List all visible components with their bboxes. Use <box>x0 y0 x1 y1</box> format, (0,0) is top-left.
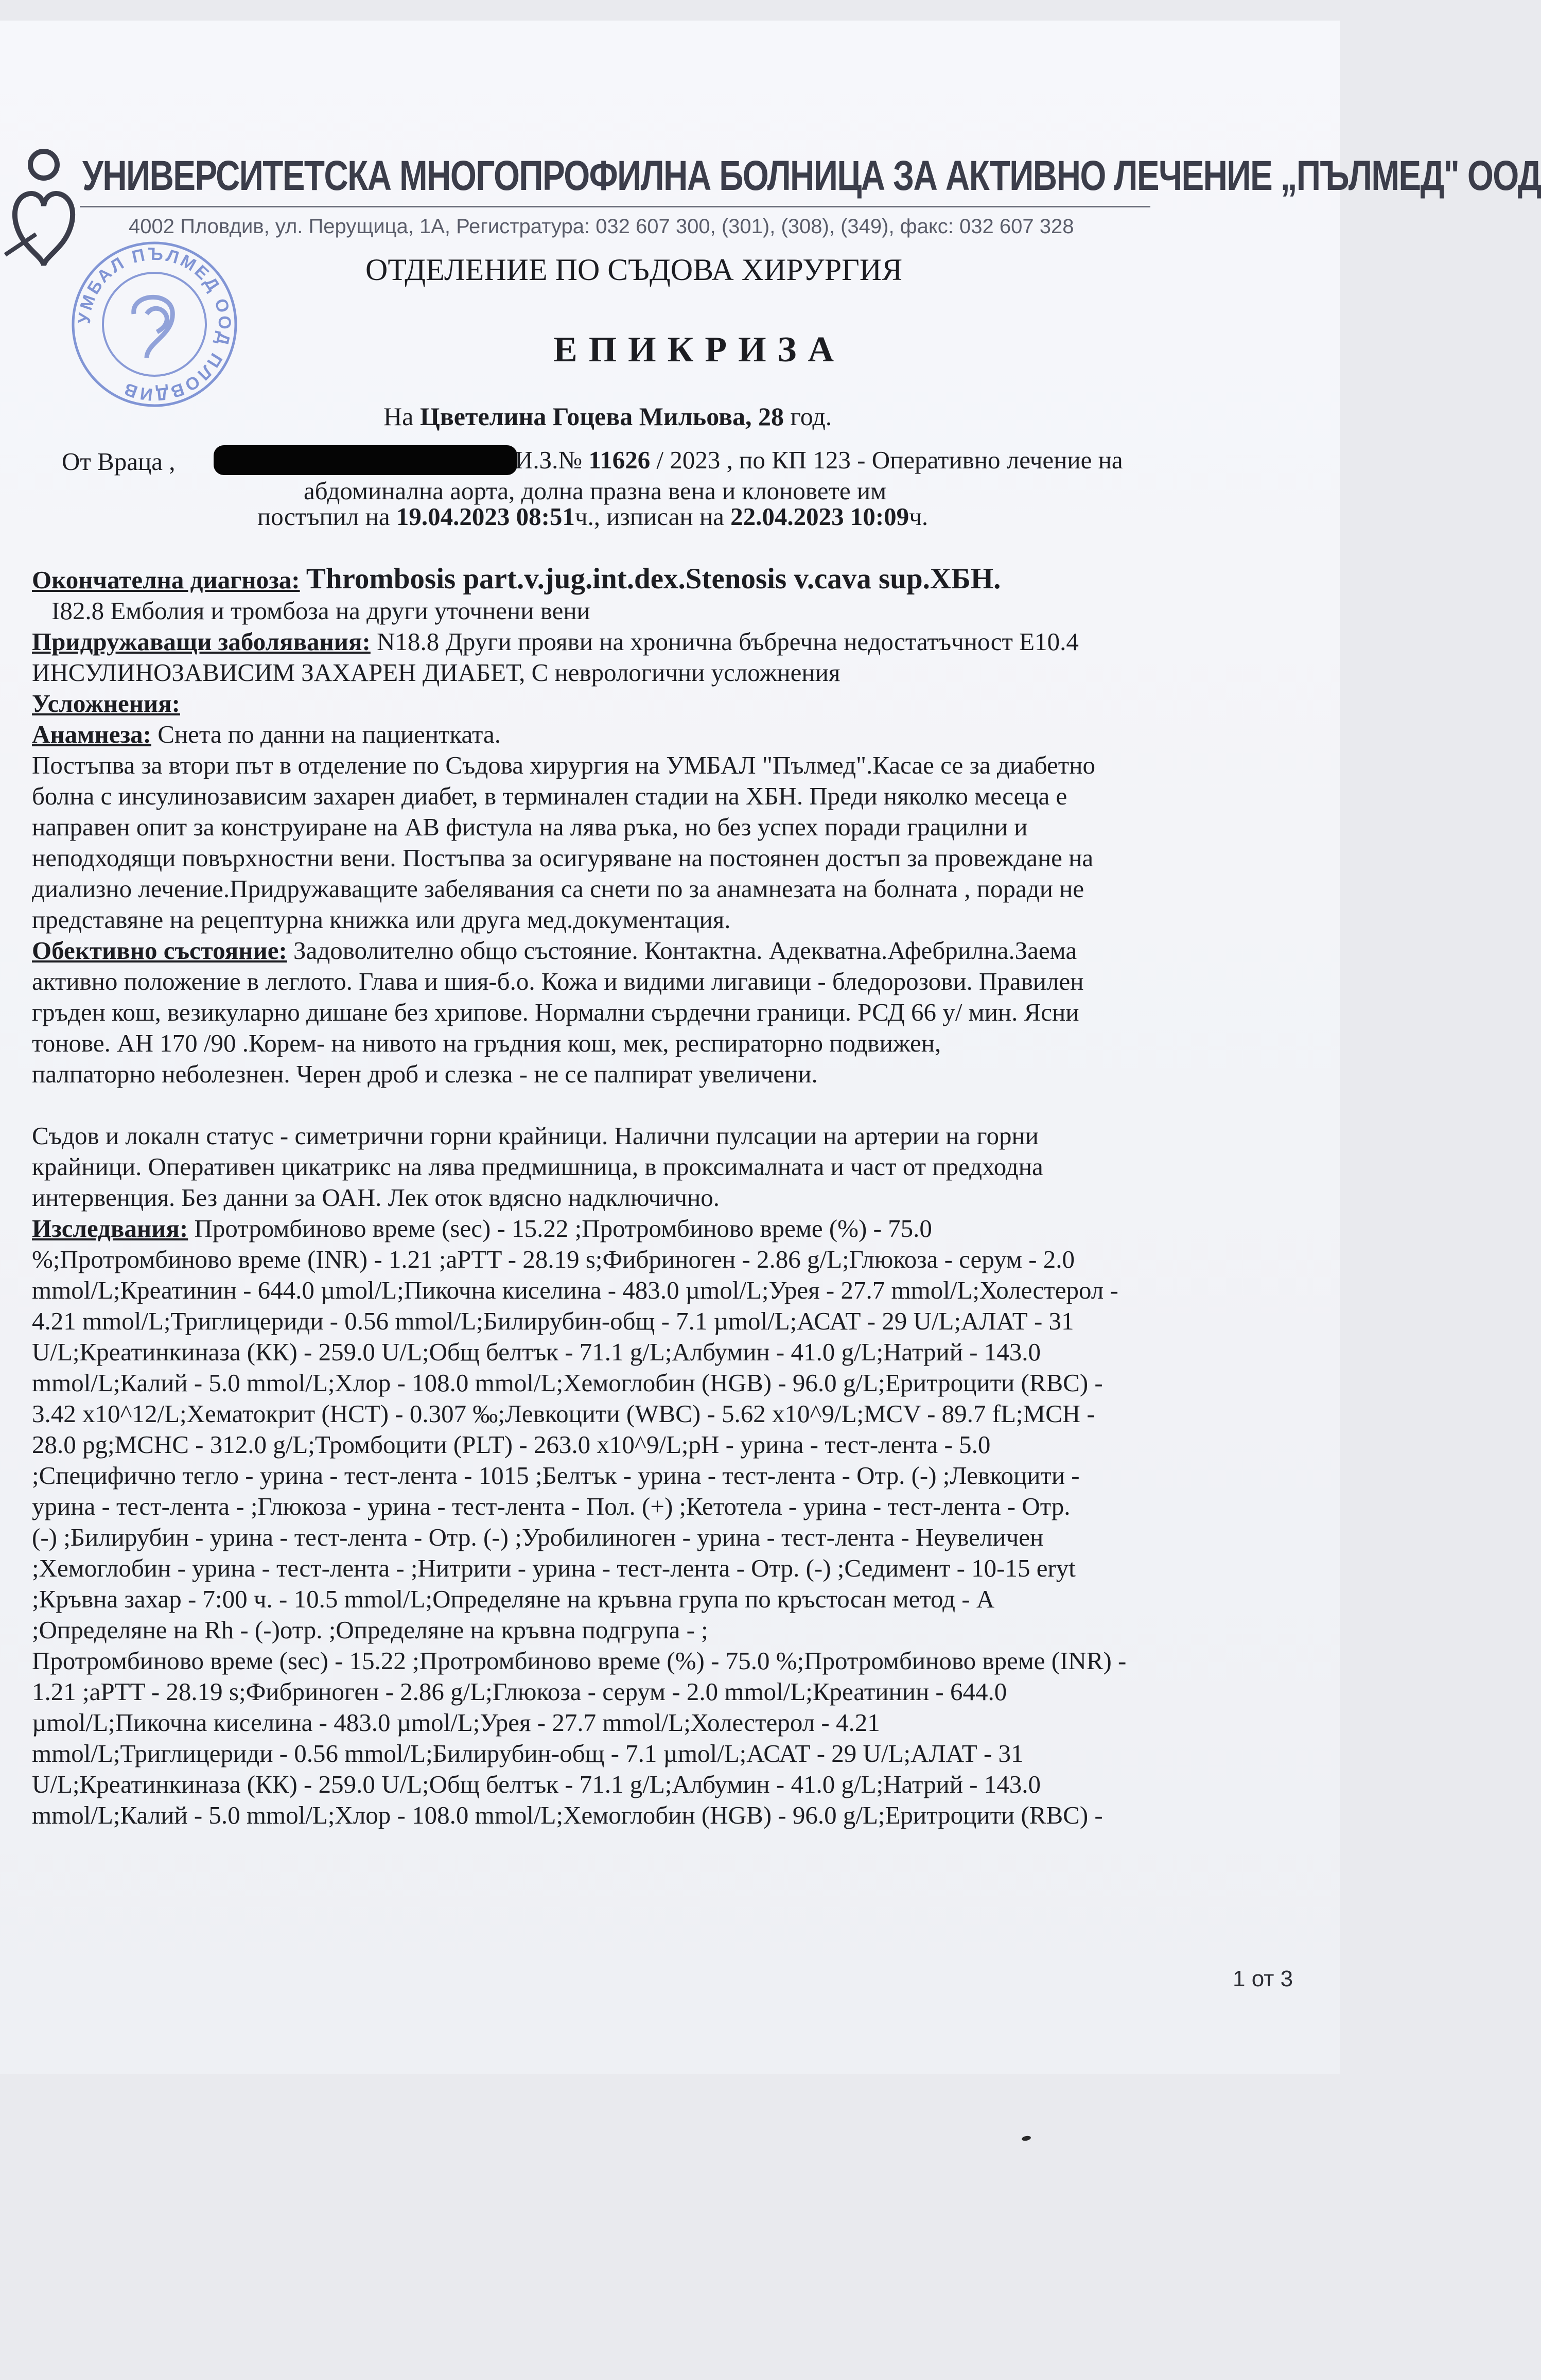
hospital-name: УНИВЕРСИТЕТСКА МНОГОПРОФИЛНА БОЛНИЦА ЗА АКТИВНО ЛЕЧЕНИЕ „ПЪЛМЕД" ООД <box>82 152 1541 199</box>
admission-date: 19.04.2023 08:51 <box>396 502 575 531</box>
investigations-label: Изследвания: <box>32 1214 188 1242</box>
history-number: 11626 <box>588 446 651 474</box>
anamnesis-text: Постъпва за втори път в отделение по Съдова хирургия на УМБАЛ "Пълмед".Касае се за диабетно болна с инсулинозависим захарен диабет, в терминален стадии на ХБН. Преди няколко месеца е направен опит за конструиране на АВ фистула на лява ръка, но без успех поради грацилни и неподходящи повърхностни вени. Постъпва за осигуряване на постоянен достъп за провеждане на диализно лечение.Придружаващите забелявания са снети по за анамнезата на болната , поради не представяне на рецептурна книжка или друга мед.документация. <box>32 751 1095 934</box>
document-page <box>0 21 1541 2074</box>
final-diagnosis-value: Thrombosis part.v.jug.int.dex.Stenosis v.cava sup.ХБН. <box>306 563 1001 595</box>
final-diagnosis-label: Окончателна диагноза: <box>32 566 300 594</box>
paper-speck <box>1021 2135 1031 2142</box>
stay-dates-line: постъпил на 19.04.2023 08:51ч., изписан на 22.04.2023 10:09ч. <box>257 502 929 531</box>
complications <box>32 688 1314 719</box>
discharge-date: 22.04.2023 10:09 <box>730 502 909 531</box>
patient-line: На Цветелина Гоцева Мильова, 28 год. <box>383 402 832 431</box>
complications-label: Усложнения: <box>32 689 180 717</box>
patient-name: Цветелина Гоцева Мильова, 28 <box>419 402 784 431</box>
header-divider <box>80 206 1150 207</box>
anamnesis: Анамнеза: Снета по данни на пациентката. <box>32 720 501 748</box>
redaction-bar <box>214 445 517 475</box>
document-title: ЕПИКРИЗА <box>553 330 846 370</box>
procedure-line: абдоминална аорта, долна празна вена и клоновете им <box>304 477 887 505</box>
anamnesis-label: Анамнеза: <box>32 720 151 748</box>
comorbidities-label: Придружаващи заболявания: <box>32 627 371 656</box>
objective-text: активно положение в леглото. Глава и шия-б.о. Кожа и видими лигавици - бледорозови. Правилен гръден кош, везикуларно дишане без хрипове. Нормални сърдечни граници. РСД 66 у/ мин. Ясни тонове. АН 170 /90 .Корем- на нивото на гръдния кош, мек, респираторно подвижен, палпаторно неболезнен. Черен дроб и слезка - не се палпират увеличени. <box>32 967 1084 1088</box>
comorbidities-value: N18.8 Други прояви на хронична бъбречна недостатъчност E10.4 <box>377 627 1079 656</box>
comorbidities <box>32 626 1314 657</box>
vascular-status: Съдов и локалн статус - симетрични горни крайници. Налични пулсации на артерии на горни крайници. Оперативен цикатрикс на лява предмишница, в проксималната и част от предходна интервенция. Без данни за ОАН. Лек оток вдясно надключично. <box>32 1122 1043 1212</box>
stamp-text: УМБАЛ ПЪЛМЕД ООД ПЛОВДИВ <box>74 244 235 405</box>
page-number: 1 от 3 <box>1233 1966 1293 1991</box>
department-name: ОТДЕЛЕНИЕ ПО СЪДОВА ХИРУРГИЯ <box>365 253 903 287</box>
hospital-address: 4002 Пловдив, ул. Перущица, 1А, Регистратура: 032 607 300, (301), (308), (349), факс: 032 607 328 <box>129 215 1074 238</box>
hospital-stamp <box>69 237 239 412</box>
doctor-label: От Враца , <box>62 447 176 476</box>
investigations-text: %;Протромбиново време (INR) - 1.21 ;aPTT - 28.19 s;Фибриноген - 2.86 g/L;Глюкоза - серум - 2.0 mmol/L;Креатинин - 644.0 µmol/L;Пикочна киселина - 483.0 µmol/L;Урея - 27.7 mmol/L;Холестерол - 4.21 mmol/L;Триглицериди - 0.56 mmol/L;Билирубин-общ - 7.1 µmol/L;АСАТ - 29 U/L;АЛАТ - 31 U/L;Креатинкиназа (КК) - 259.0 U/L;Общ белтък - 71.1 g/L;Албумин - 41.0 g/L;Натрий - 143.0 mmol/L;Калий - 5.0 mmol/L;Хлор - 108.0 mmol/L;Хемоглобин (HGB) - 96.0 g/L;Еритроцити (RBC) - 3.42 x10^12/L;Хематокрит (HCT) - 0.307 ‰;Левкоцити (WBC) - 5.62 x10^9/L;MCV - 89.7 fL;MCH - 28.0 pg;MCHC - 312.0 g/L;Тромбоцити (PLT) - 263.0 x10^9/L;pH - урина - тест-лента - 5.0 ;Специфично тегло - урина - тест-лента - 1015 ;Белтък - урина - тест-лента - Отр. (-) ;Левкоцити - урина - тест-лента - ;Глюкоза - урина - тест-лента - Пол. (+) ;Кетотела - урина - тест-лента - Отр. (-) ;Билирубин - урина - тест-лента - Отр. (-) ;Уробилиноген - урина - тест-лента - Неувеличен ;Хемоглобин - урина - тест-лента - ;Нитрити - урина - тест-лента - Отр. (-) ;Седимент - 10-15 eryt ;Кръвна захар - 7:00 ч. - 10.5 mmol/L;Определяне на кръвна група по кръстосан метод - А ;Определяне на Rh - (-)отр. ;Определяне на кръвна подгрупа - ; Протромбиново време (sec) - 15.22 ;Протромбиново време (%) - 75.0 %;Протромбиново време (INR) - 1.21 ;aPTT - 28.19 s;Фибриноген - 2.86 g/L;Глюкоза - серум - 2.0 mmol/L;Креатинин - 644.0 µmol/L;Пикочна киселина - 483.0 µmol/L;Урея - 27.7 mmol/L;Холестерол - 4.21 mmol/L;Триглицериди - 0.56 mmol/L;Билирубин-общ - 7.1 µmol/L;АСАТ - 29 U/L;АЛАТ - 31 U/L;Креатинкиназа (КК) - 259.0 U/L;Общ белтък - 71.1 g/L;Албумин - 41.0 g/L;Натрий - 143.0 mmol/L;Калий - 5.0 mmol/L;Хлор - 108.0 mmol/L;Хемоглобин (HGB) - 96.0 g/L;Еритроцити (RBC) - <box>32 1245 1127 1829</box>
final-diagnosis <box>32 564 1314 596</box>
objective-state-label: Обективно състояние: <box>32 936 287 965</box>
diagnosis-code: I82.8 Емболия и тромбоза на други уточнени вени <box>51 597 590 625</box>
comorbidities-cont: ИНСУЛИНОЗАВИСИМ ЗАХАРЕН ДИАБЕТ, С неврологични усложнения <box>32 658 840 687</box>
svg-text:УМБАЛ ПЪЛМЕД ООД ПЛОВДИВ <box>75 244 235 405</box>
epicrisis-body <box>32 564 1314 1831</box>
investigations: Изследвания: Протромбиново време (sec) - 15.22 ;Протромбиново време (%) - 75.0 <box>32 1214 932 1242</box>
objective-state: Обективно състояние: Задоволително общо състояние. Контактна. Адекватна.Афебрилна.Заема <box>32 936 1077 965</box>
history-line: И.З.№ 11626 / 2023 , по КП 123 - Оперативно лечение на <box>515 446 1123 474</box>
